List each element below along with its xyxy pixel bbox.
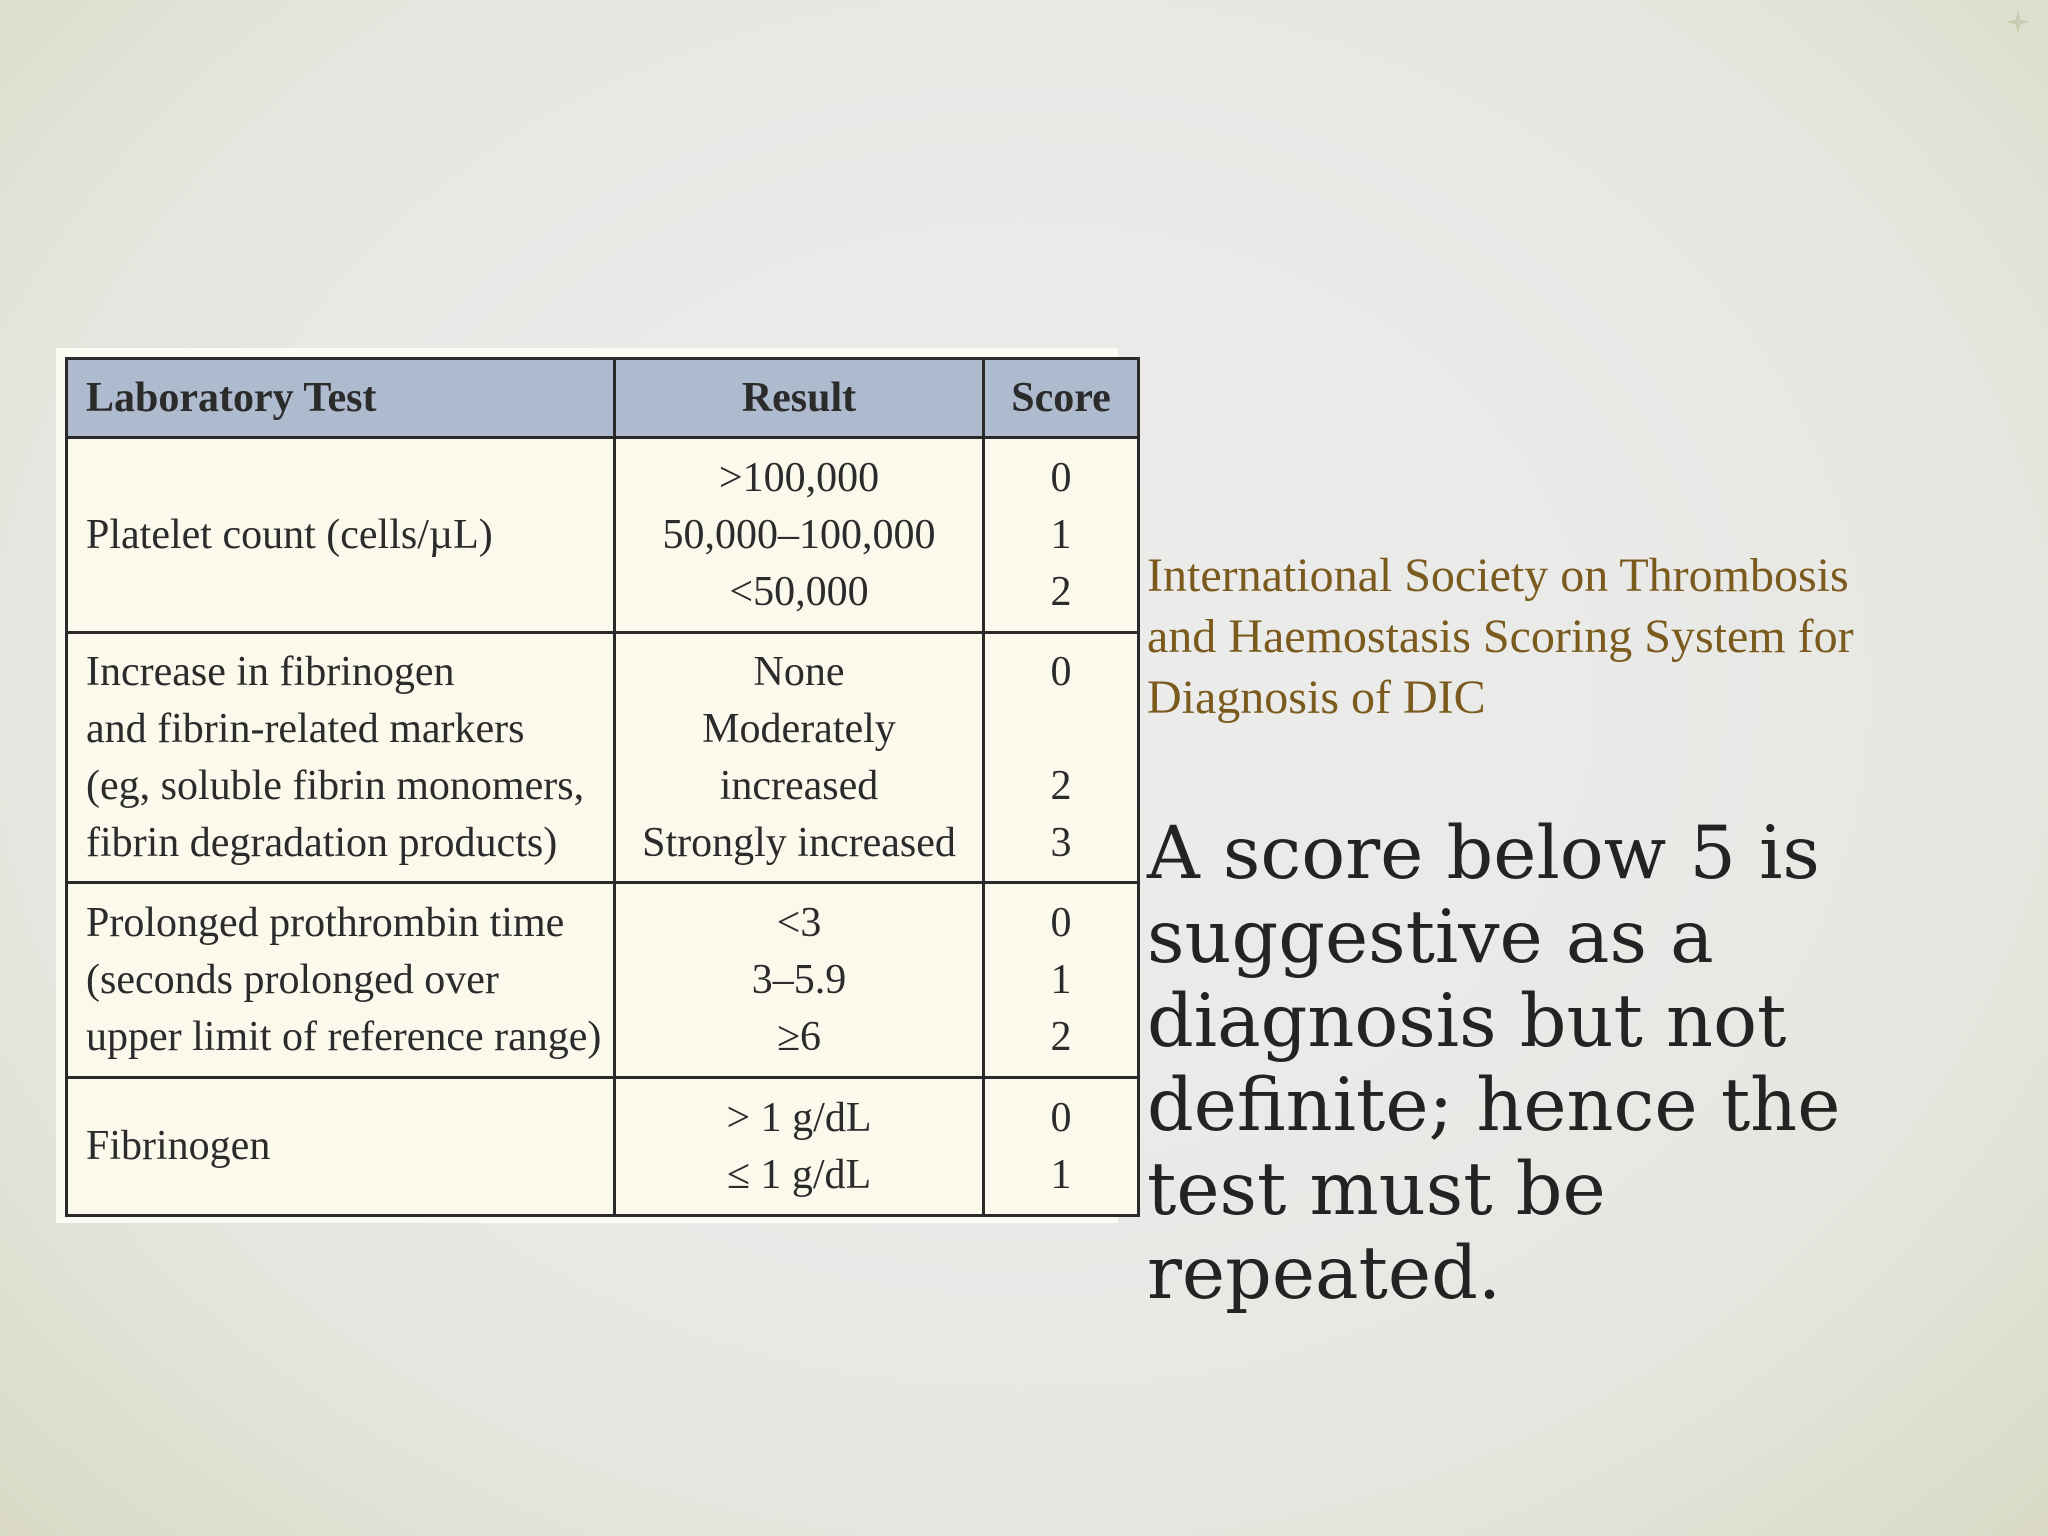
test-line: Platelet count (cells/µL) (86, 511, 493, 558)
four-point-star-icon (2006, 10, 2030, 34)
header-score: Score (984, 359, 1139, 438)
score-cell (984, 633, 1139, 883)
table-row-platelet-count (67, 438, 1139, 633)
test-line: upper limit of reference range) (86, 1013, 602, 1060)
test-line: fibrin degradation products) (86, 819, 558, 866)
table-row-prothrombin-time (67, 883, 1139, 1078)
table-row-fibrinogen (67, 1078, 1139, 1216)
result-cell (615, 1078, 984, 1216)
result-line: Strongly increased (642, 819, 956, 866)
score-cell (984, 883, 1139, 1078)
result-line: 50,000–100,000 (662, 511, 936, 558)
test-line: Increase in fibrinogen (86, 648, 455, 695)
test-cell (67, 633, 615, 883)
slide-caption: International Society on Thrombosis and Haemostasis Scoring System for Diagnosis of DIC (1147, 549, 1854, 724)
score-line: 2 (1050, 762, 1072, 809)
result-line: ≥6 (776, 1013, 822, 1060)
table-header-row (67, 359, 1139, 438)
test-cell (67, 1078, 615, 1216)
result-line: > 1 g/dL (726, 1094, 872, 1141)
test-line: and fibrin-related markers (86, 705, 525, 752)
header-result: Result (615, 359, 984, 438)
table-row-fibrin-markers (67, 633, 1139, 883)
result-cell (615, 633, 984, 883)
result-line: <50,000 (729, 568, 869, 615)
result-line: >100,000 (718, 454, 880, 501)
test-cell (67, 438, 615, 633)
result-line: Moderately (702, 705, 896, 752)
score-line: 0 (1050, 1094, 1072, 1141)
test-line: (eg, soluble fibrin monomers, (86, 762, 585, 809)
score-line: 1 (1050, 511, 1072, 558)
slide-body-text: A score below 5 is suggestive as a diagnosis but not definite; hence the test must be repeated. (1147, 811, 1841, 1316)
test-line: (seconds prolonged over (86, 956, 499, 1003)
result-line: <3 (776, 899, 822, 946)
score-cell (984, 1078, 1139, 1216)
score-line: 0 (1050, 899, 1072, 946)
result-cell (615, 438, 984, 633)
score-line: 1 (1050, 1151, 1072, 1198)
score-line: 2 (1050, 1013, 1072, 1060)
header-laboratory-test: Laboratory Test (67, 359, 615, 438)
test-cell (67, 883, 615, 1078)
dic-scoring-table-frame (56, 348, 1118, 1223)
score-line: 1 (1050, 956, 1072, 1003)
test-line: Fibrinogen (86, 1123, 271, 1169)
score-line: 0 (1050, 454, 1072, 501)
dic-scoring-table (65, 357, 1140, 1217)
test-line: Prolonged prothrombin time (86, 899, 565, 946)
score-cell (984, 438, 1139, 633)
score-line: 0 (1050, 648, 1072, 695)
result-cell (615, 883, 984, 1078)
score-line: 2 (1050, 568, 1072, 615)
result-line: 3–5.9 (751, 956, 847, 1003)
result-line: ≤ 1 g/dL (726, 1151, 872, 1198)
score-line (1003, 701, 1119, 758)
score-line: 3 (1050, 819, 1072, 866)
result-line: None (753, 648, 845, 695)
result-line: increased (719, 762, 879, 809)
